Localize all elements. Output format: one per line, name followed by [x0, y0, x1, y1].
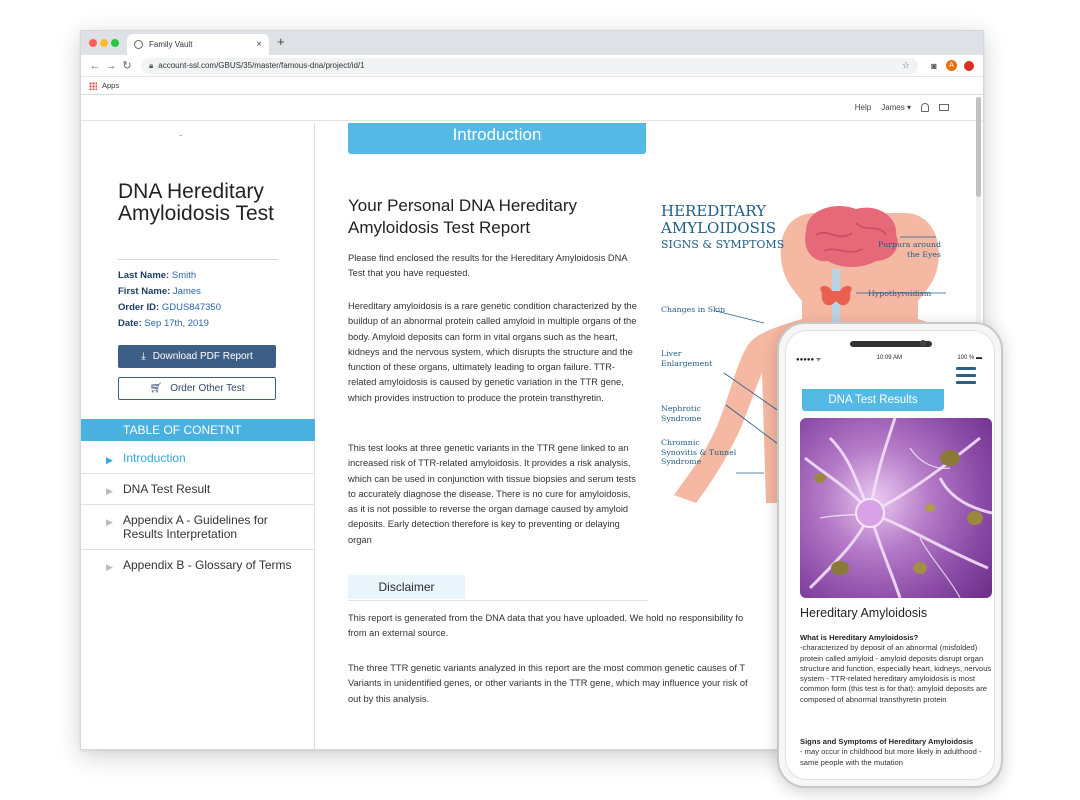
cart-icon: 🛒︎: [149, 383, 163, 394]
phone-mockup: [777, 322, 1003, 788]
download-icon: ⤓: [141, 351, 146, 362]
title-divider: [118, 259, 278, 260]
disclaimer-divider: [348, 600, 648, 601]
mail-icon[interactable]: [939, 104, 949, 111]
label-purpura: Purpura around the Eyes: [878, 240, 941, 259]
hamburger-menu-icon[interactable]: [956, 367, 976, 388]
phone-results-tab[interactable]: DNA Test Results: [802, 389, 944, 411]
bookmark-star-icon[interactable]: ☆: [901, 60, 910, 70]
description-paragraph: Hereditary amyloidosis is a rare genetic condition characterized by the buildup of an abnormal protein called amyloid in multiple organs of the body. Amyloid deposits can form in vital organs such as the heart, kidneys and the nervous system, which disrupts the structure and the function of these organs, ultimately leading to organ failure. TTR-related amyloidosis is caused by genetic variation in the TTR gene, which provides instruction to produce the protein transthyretin.: [348, 301, 637, 403]
phone-status-bar: [796, 355, 982, 363]
browser-tab-bar: [81, 31, 983, 55]
caret-right-icon: ▶: [106, 517, 113, 527]
reload-icon[interactable]: ↻: [122, 60, 132, 72]
bell-icon[interactable]: [921, 103, 929, 112]
test-paragraph: This test looks at three genetic variants in the TTR gene linked to an increased risk of TTR-related amyloidosis. It provides a risk analysis, which can be used in conjunction with tissue biopsies and serum tests to accurately diagnose the disease. There is no cure for amyloidosis, as it is not possible to reverse the organ damage caused by amyloid deposits. Early detection therefore is key to preventing or delaying organ: [348, 443, 636, 545]
apps-bookmark[interactable]: Apps: [102, 81, 120, 90]
phone-camera: [920, 340, 926, 346]
bookmarks-bar: [81, 77, 983, 95]
label-changes-skin: Changes in Skin: [661, 305, 726, 314]
logo-mark: [179, 135, 182, 136]
disclaimer-paragraph-1: This report is generated from the DNA data that you have uploaded. We hold no responsibility fo from an external source.: [348, 613, 744, 639]
window-close-button[interactable]: [89, 39, 97, 47]
profile-avatar[interactable]: A: [946, 60, 957, 71]
forward-icon[interactable]: →: [105, 59, 117, 72]
intro-paragraph: Please find enclosed the results for the Hereditary Amyloidosis DNA Test that you have requested.: [348, 253, 628, 279]
disclaimer-tab[interactable]: Disclaimer: [348, 575, 465, 599]
neuron-image: [800, 418, 992, 598]
signal-wifi-icon: ●●●●● ᯤ: [796, 357, 822, 363]
download-pdf-button[interactable]: ⤓ Download PDF Report: [118, 345, 276, 368]
address-bar[interactable]: [141, 58, 918, 74]
url-text: account-ssl.com/GBUS/35/master/famous-dna/project/id/1: [158, 61, 365, 70]
browser-toolbar: [81, 55, 983, 77]
browser-tab[interactable]: [127, 34, 269, 55]
toc-item-dna-test-result[interactable]: ▶ DNA Test Result: [81, 474, 315, 505]
introduction-banner: Introduction: [348, 123, 646, 154]
battery-icon: 100 % ▬: [957, 355, 982, 361]
toc-heading: TABLE OF CONETNT: [81, 419, 315, 441]
window-minimize-button[interactable]: [100, 39, 108, 47]
phone-heading: Hereditary Amyloidosis: [800, 606, 928, 620]
phone-section-symptoms: Signs and Symptoms of Hereditary Amyloidosis - may occur in childhood but more likely in adulthood - same people with the mutation: [800, 737, 982, 767]
order-meta: [118, 268, 221, 332]
caret-right-icon: ▶: [106, 486, 113, 496]
camera-icon[interactable]: ◙: [931, 60, 937, 71]
caret-right-icon: ▶: [106, 562, 113, 572]
status-time: 10:09 AM: [876, 355, 902, 361]
meta-order-id: Order ID: GDUS847350: [118, 302, 221, 313]
window-maximize-button[interactable]: [111, 39, 119, 47]
report-title: Your Personal DNA Hereditary Amyloidosis Test Report: [348, 196, 577, 237]
toc-item-appendix-b[interactable]: ▶ Appendix B - Glossary of Terms: [106, 558, 292, 572]
tab-close-icon[interactable]: ×: [256, 39, 262, 50]
help-link[interactable]: Help: [854, 103, 872, 112]
label-liver: Liver Enlargement: [661, 349, 713, 368]
phone-screen: [785, 330, 995, 780]
meta-last-name: Last Name: Smith: [118, 270, 197, 281]
apps-grid-icon: [89, 82, 97, 90]
illustration-title: HEREDITARY AMYLOIDOSIS SIGNS & SYMPTOMS: [661, 202, 785, 251]
caret-right-icon: ▶: [106, 455, 113, 465]
lock-icon: 🔒︎: [149, 60, 154, 70]
test-title: DNA Hereditary Amyloidosis Test: [118, 180, 275, 225]
neuron-illustration: [800, 418, 992, 598]
sidebar: [81, 123, 315, 750]
meta-date: Date: Sep 17th, 2019: [118, 318, 209, 329]
label-hypothyroidism: Hypothyroidism: [868, 289, 932, 298]
extension-icon[interactable]: [964, 61, 974, 71]
label-nephrotic: Nephrotic Syndrome: [661, 404, 702, 423]
app-header: [81, 95, 983, 121]
tab-title: Family Vault: [149, 40, 193, 49]
back-icon[interactable]: ←: [89, 59, 101, 72]
meta-first-name: First Name: James: [118, 286, 201, 297]
label-synovitis: Chromnic Synovitis & Tunnel Syndrome: [661, 438, 737, 466]
user-menu[interactable]: James ▾: [881, 103, 911, 112]
toc-item-introduction[interactable]: ▶ Introduction: [81, 443, 315, 474]
toc-item-appendix-a[interactable]: ▶ Appendix A - Guidelines for Results Interpretation: [81, 505, 315, 550]
globe-icon: [134, 40, 143, 49]
scrollbar-thumb[interactable]: [976, 97, 981, 197]
new-tab-button[interactable]: +: [277, 34, 285, 49]
disclaimer-paragraph-2: The three TTR genetic variants analyzed in this report are the most common genetic causes of T Variants in unidentified genes, or other variants in the TTR gene, which may influence your risk of out by this analysis.: [348, 663, 748, 704]
toc-list: [81, 443, 315, 580]
order-other-test-button[interactable]: 🛒︎ Order Other Test: [118, 377, 276, 400]
phone-section-what-is: What is Hereditary Amyloidosis? -characterized by deposit of an abnormal (misfolded) protein called amyloid - amyloid deposits disrupt organ structure and function, especially heart, kidneys, nervous system - TTR-related hereditary amyloidosis is most common form (this test is for that): amyloid deposits are composed of abnormal transthyretin protein: [800, 633, 992, 704]
